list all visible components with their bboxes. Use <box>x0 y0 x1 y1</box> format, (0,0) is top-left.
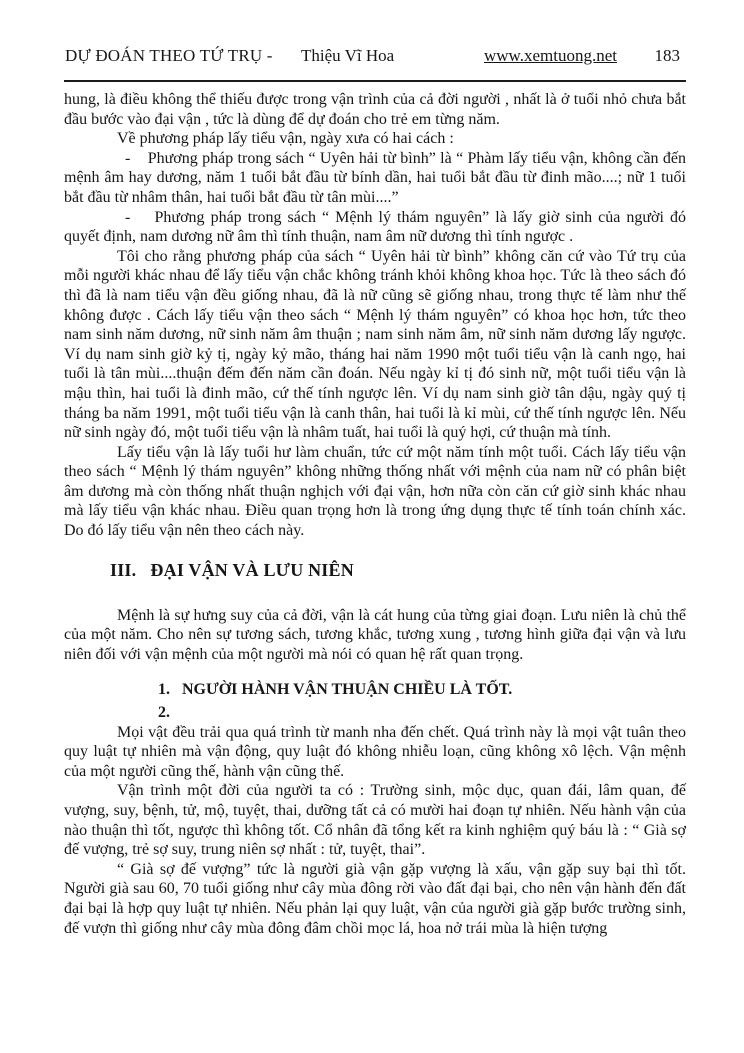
header-rule <box>64 80 686 82</box>
paragraph-opinion: Tôi cho rằng phương pháp của sách “ Uyên hải từ bình” không căn cứ vào Tứ trụ của mỗi người khác nhau để lấy tiểu vận chắc không tránh khỏi không khoa học. Tức là theo sách đó thì đã là nam tiểu vận đều giống nhau, đã là nữ cũng sẽ giống nhau, trong thực tế làm như thế không được . Cách lấy tiểu vận theo sách “ Mệnh lý thám nguyên” có khoa học hơn, tức theo nam sinh năm dương, nữ sinh năm âm thuận ; nam sinh năm âm, nữ sinh năm dương lấy ngược. Ví dụ nam sinh giờ kỷ tị, ngày kỷ mão, tháng hai năm 1990 một tuổi tiểu vận là canh ngọ, hai tuổi là tân mùi....thuận đếm đến năm cần đoán. Nếu ngày kỉ tị đó sinh nữ, một tuổi tiểu vận là mậu thìn, hai tuổi là đinh mão, cứ thế tính ngược lên. Ví dụ nam sinh giờ tân dậu, ngày quý tị tháng ba năm 1991, một tuổi tiểu vận là canh thân, hai tuổi là kỉ mùi, cứ thế tính ngược lên. Nếu nữ sinh ngày đó, một tuổi tiểu vận là nhâm tuất, hai tuổi là quý hợi, cứ thuận mà tính. <box>64 247 686 442</box>
paragraph-moi-vat: Mọi vật đều trải qua quá trình từ manh nha đến chết. Quá trình này là mọi vật tuân theo quy luật tự nhiên mà vận động, quy luật đó không nhiễu loạn, cũng không xô lệch. Vận mệnh của một người cũng thế, hành vận cũng thế. <box>64 723 686 780</box>
page-header <box>64 46 686 66</box>
paragraph-tieu-van-rule: Lấy tiểu vận là lấy tuổi hư làm chuẩn, tức cứ một năm tính một tuổi. Cách lấy tiểu vận theo sách “ Mệnh lý thám nguyên” không những thống nhất với mệnh của nam nữ có phân biệt âm dương mà còn thống nhất thuận nghịch với đại vận, hơn nữa còn căn cứ giờ sinh khác nhau mà lấy tiểu vận khác nhau. Điều quan trọng hơn là trong ứng dụng thực tế tính toán chính xác. Do đó lấy tiểu vận nên theo cách này. <box>64 443 686 540</box>
subsection-heading-2: 2. <box>158 704 170 722</box>
paragraph-gia-so: “ Già sợ đế vượng” tức là người già vận gặp vượng là xấu, vận gặp suy bại thì tốt. Người già sau 60, 70 tuổi giống như cây mùa đông rời vào đất đại bại, cho nên vận hành đến đất đại bại là hợp quy luật tự nhiên. Nếu phản lại quy luật, vận của người già gặp bước trường sinh, đế vượn thì giống như cây mùa đông đâm chồi mọc lá, hoa nở trái mùa là hiện tượng <box>64 860 686 937</box>
subsection-heading-1: 1. NGƯỜI HÀNH VẬN THUẬN CHIỀU LÀ TỐT. <box>158 681 513 699</box>
paragraph-menh-van: Mệnh là sự hưng suy của cả đời, vận là cát hung của từng giai đoạn. Lưu niên là chủ thể của một năm. Cho nên sự tương sách, tương khắc, tương xung , tương hình giữa đại vận và lưu niên đối với vận mệnh của một người mà nói có quan hệ rất quan trọng. <box>64 606 686 663</box>
author-name: Thiệu Vĩ Hoa <box>301 46 395 65</box>
paragraph-method-intro: Về phương pháp lấy tiểu vận, ngày xưa có hai cách : <box>117 130 454 148</box>
page-body <box>64 90 686 938</box>
section-heading: III. ĐẠI VẬN VÀ LƯU NIÊN <box>110 559 354 580</box>
website-link[interactable]: www.xemtuong.net <box>484 46 617 65</box>
list-item-method-2: - Phương pháp trong sách “ Mệnh lý thám nguyên” là lấy giờ sinh của người đó quyết định, nam dương nữ âm thì tính thuận, nam âm nữ dương thì tính ngược . <box>64 208 686 246</box>
book-title: DỰ ĐOÁN THEO TỨ TRỤ - <box>65 46 273 65</box>
paragraph-van-trinh: Vận trình một đời của người ta có : Trường sinh, mộc dục, quan đái, lâm quan, đế vượng, suy, bệnh, tử, mộ, tuyệt, thai, dưỡng tất cả có mười hai đoạn tự nhiên. Nếu hành vận của nào thuận thì tốt, ngược thì không tốt. Cổ nhân đã tổng kết ra kinh nghiệm quý báu là : “ Già sợ đế vượng, trẻ sợ suy, trung niên sợ nhất : tử, tuyệt, thai”. <box>64 782 686 859</box>
paragraph-continued: hung, là điều không thể thiếu được trong vận trình của cả đời người , nhất là ở tuổi nhỏ chưa bắt đầu bước vào đại vận , tức là dùng để dự đoán cho trẻ em từng năm. <box>64 91 686 128</box>
list-item-method-1: - Phương pháp trong sách “ Uyên hải từ bình” là “ Phàm lấy tiểu vận, không cần đến mệnh âm hay dương, năm 1 tuổi bắt đầu từ bính dần, hai tuổi bắt đầu từ đinh mão....; nữ 1 tuổi bắt đầu từ nhâm thân, hai tuổi bắt đầu từ tân mùi....” <box>64 149 686 206</box>
page-number: 183 <box>654 46 680 65</box>
